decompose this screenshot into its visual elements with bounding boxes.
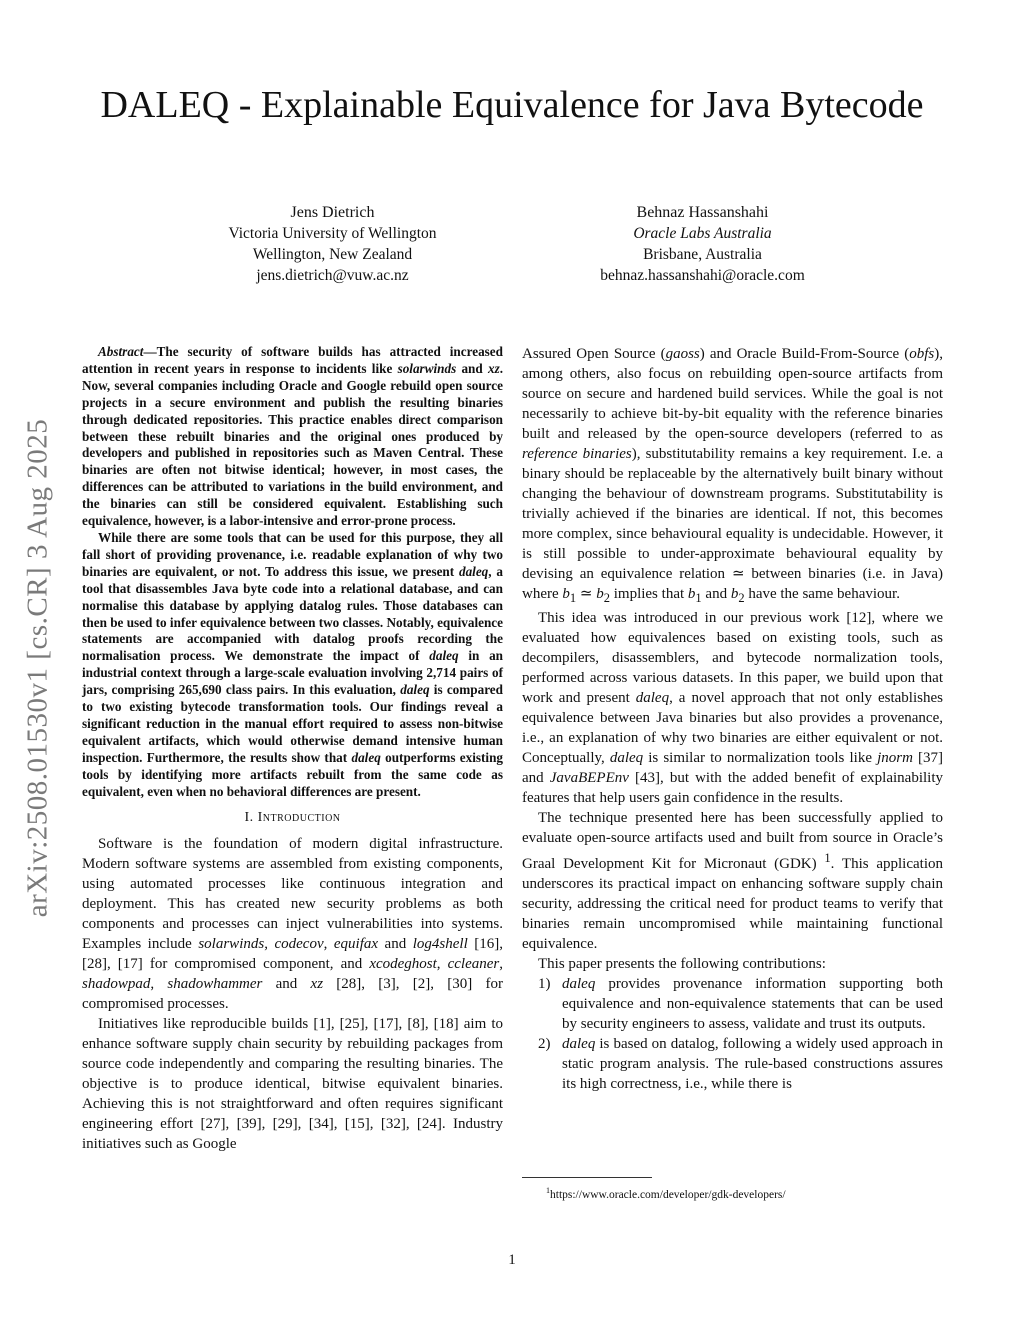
section-title: Introduction <box>257 810 341 826</box>
contributions-list <box>522 974 943 1094</box>
intro-paragraph-3: Assured Open Source (gaoss) and Oracle Build-From-Source (obfs), among others, also focus on rebuilding open-source artifacts from source on secure and hardened build services. While the goal is not necessarily to achieve bit-by-bit equality with the reference binaries built and released by the open-source developers (referred to as reference binaries), substitutability remains a key requirement. I.e. a binary should be replaceable by the alternatively built binary without changing the behaviour of downstream programs. Substitutability is trivially achieved if the binaries are identical. If not, this becomes more complex, since behavioural equality is undecidable. However, it is still possible to under-approximate behavioural equality by devising an equivalence relation ≃ between binaries (i.e. in Java) where $b_1$ ≃ $b_2$ implies that $b_1$ and $b_2$ have the same behaviour. <box>522 346 943 605</box>
abstract-paragraph-2: While there are some tools that can be used for this purpose, they all fall short of providing provenance, i.e. readable explanation of why two binaries are equivalent, or not. To address this issue, we present daleq, a tool that disassembles Java byte code into a relational database, and can normalise this database by applying datalog rules. Those databases can then be used to infer equivalence between two classes. Notably, equivalence statements are accompanied with datalog proofs recording the normalisation process. We demonstrate the impact of daleq in an industrial context through a large-scale evaluation involving 2,714 pairs of jars, comprising 265,690 class pairs. In this evaluation, daleq is compared to two existing bytecode transformation tools. Our findings reveal a significant reduction in the manual effort required to assess non-bitwise equivalent artifacts, which would otherwise demand intensive human inspection. Furthermore, the results show that daleq outperforms existing tools by identifying more artifacts rebuilt from the same code as equivalent, even when no behavioral differences are present. <box>82 529 504 799</box>
intro-paragraph-5: The technique presented here has been successfully applied to evaluate open-source artifacts used and built from source in Oracle’s Graal Development Kit for Micronaut (GDK) $^1$. This application underscores its practical impact on enhancing software supply chain security, addressing the critical need for product teams to verify that binaries remain uncompromised while maintaining functional equivalence. <box>522 810 943 952</box>
intro-paragraph-4: This idea was introduced in our previous work [12], where we evaluated how equivalences based on existing tools, such as decompilers, disassemblers, and bytecode normalization tools, performed across various datasets. In this paper, we build upon that work and present daleq, a novel approach that not only establishes equivalence between Java binaries but also provides a provenance, i.e., an explanation of why two binaries are either equivalent or not. Conceptually, daleq is similar to normalization tools like jnorm [37] and JavaBEPEnv [43], but with the added benefit of explainability features that help users gain confidence in the results. <box>522 610 943 806</box>
footnote-url[interactable]: https://www.oracle.com/developer/gdk-developers/ <box>550 1188 786 1201</box>
contributions-intro: This paper presents the following contributions: <box>538 956 826 972</box>
abstract-label: Abstract <box>98 344 144 359</box>
arxiv-identifier-sidebar <box>14 375 62 960</box>
author-block-1 <box>195 202 470 286</box>
paper-title: DALEQ - Explainable Equivalence for Java Bytecode <box>100 84 924 126</box>
author-name: Jens Dietrich <box>290 204 375 221</box>
author-affiliation: Oracle Labs Australia <box>633 225 772 242</box>
author-email: behnaz.hassanshahi@oracle.com <box>600 267 805 284</box>
footnote <box>546 1186 786 1201</box>
footnote-rule <box>522 1177 652 1178</box>
right-column <box>522 344 943 1094</box>
author-block-2 <box>560 202 845 286</box>
arxiv-identifier: arXiv:2508.01530v1 [cs.CR] 3 Aug 2025 <box>21 418 54 917</box>
section-heading-introduction <box>82 810 503 826</box>
author-location: Brisbane, Australia <box>643 246 762 263</box>
list-item: 1) daleq provides provenance information supporting both equivalence and non-equivalence statements that can be used by security engineers to assess, validate and trust its outputs. <box>538 976 943 1032</box>
list-item: 2) daleq is based on datalog, following a widely used approach in static program analysis. The rule-based constructions assures its high correctness, i.e., while there is <box>538 1036 943 1092</box>
intro-paragraph-2: Initiatives like reproducible builds [1], [25], [17], [8], [18] aim to enhance software supply chain security by rebuilding packages from source code independently and comparing the resulting binaries. The objective is to produce identical, bitwise equivalent binaries. Achieving this is not straightforward and often requires significant engineering effort [27], [39], [29], [34], [15], [32], [24]. Industry initiatives such as Google <box>82 1016 503 1153</box>
author-affiliation: Victoria University of Wellington <box>228 225 437 242</box>
list-item-number: 2) <box>538 1036 551 1052</box>
author-location: Wellington, New Zealand <box>252 246 413 263</box>
section-number: I. <box>244 810 254 826</box>
page-number: 1 <box>508 1252 516 1268</box>
list-item-number: 1) <box>538 976 551 992</box>
left-column <box>82 344 503 1154</box>
intro-paragraph-1: Software is the foundation of modern digital infrastructure. Modern software systems are assembled from existing components, using automated processes like continuous integration and deployment. This has created new security problems as both components and processes can inject vulnerabilities into systems. Examples include solarwinds, codecov, equifax and log4shell [16], [28], [17] for compromised component, and xcodeghost, ccleaner, shadowpad, shadowhammer and xz [28], [3], [2], [30] for compromised processes. <box>82 836 504 1013</box>
author-name: Behnaz Hassanshahi <box>636 204 769 221</box>
footnote-mark: 1 <box>546 1186 550 1195</box>
author-email: jens.dietrich@vuw.ac.nz <box>256 267 409 284</box>
abstract-paragraph-1: Abstract—The security of software builds has attracted increased attention in recent years in response to incidents like solarwinds and xz. Now, several companies including Oracle and Google rebuild open source projects in a secure environment and publish the resulting binaries through dedicated repositories. This practice enables direct comparison between these rebuilt binaries and the original ones produced by developers and published in repositories such as Maven Central. These binaries are often not bitwise identical; however, in most cases, the differences can be attributed to variations in the build environment, and the binaries can still be considered equivalent. Establishing such equivalence, however, is a labor-intensive and error-prone process. <box>82 344 503 529</box>
